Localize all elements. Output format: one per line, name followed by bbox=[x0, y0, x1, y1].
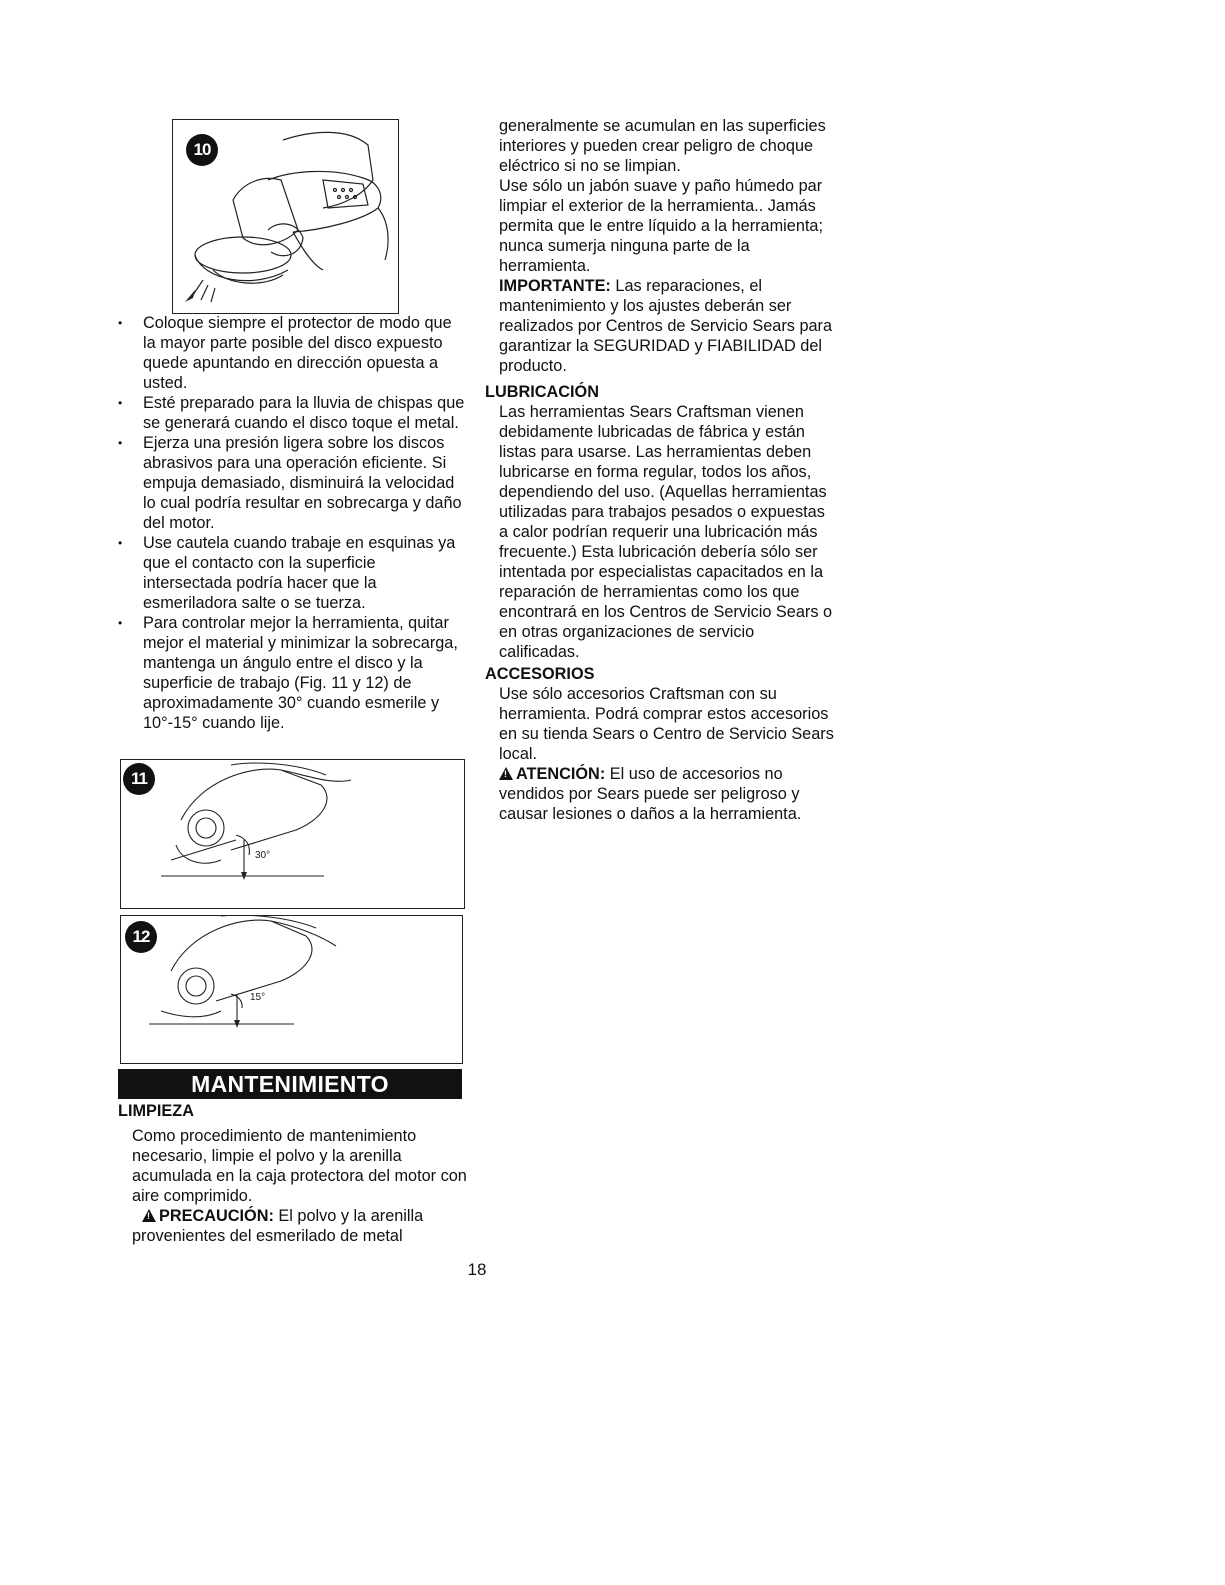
warning-triangle-icon bbox=[499, 767, 513, 780]
sanding-angle-illustration-12 bbox=[121, 916, 462, 1063]
caution-paragraph bbox=[118, 1206, 468, 1246]
caution-text: El polvo y la arenilla provenientes del esmerilado de metal bbox=[132, 1207, 424, 1245]
important-paragraph bbox=[485, 276, 835, 376]
angle-label-15: 15° bbox=[250, 992, 266, 1003]
figure-10 bbox=[172, 119, 399, 314]
cleaning-continuation: generalmente se acumulan en las superficies interiores y pueden crear peligro de choque eléctrico si no se limpian. bbox=[499, 117, 826, 175]
grinding-angle-illustration-11 bbox=[121, 760, 464, 908]
accessories-text: Use sólo accesorios Craftsman con su herramienta. Podrá comprar estos accesorios en su tienda Sears o Centro de Servicio Sears local. bbox=[499, 685, 834, 763]
figure-11-badge: 11 bbox=[123, 763, 155, 795]
angle-label-30: 30° bbox=[255, 850, 271, 861]
important-text: Las reparaciones, el mantenimiento y los ajustes deberán ser realizados por Centros de Servicio Sears para garantizar la SEGURIDAD y FIABILIDAD del producto. bbox=[499, 277, 833, 375]
cleaning-section bbox=[118, 1101, 468, 1246]
figure-10-badge: 10 bbox=[186, 134, 218, 166]
right-column bbox=[485, 116, 835, 824]
page-number: 18 bbox=[467, 1260, 487, 1279]
bullet-item: • Esté preparado para la lluvia de chispas que se generará cuando el disco toque el metal. bbox=[118, 393, 468, 433]
important-label: IMPORTANTE: bbox=[499, 277, 611, 295]
figure-11 bbox=[120, 759, 465, 909]
bullet-item: • Ejerza una presión ligera sobre los discos abrasivos para una operación eficiente. Si empuja demasiado, disminuirá la velocidad lo cual podría resultar en sobrecarga y daño del motor. bbox=[118, 433, 468, 533]
soap-instructions: Use sólo un jabón suave y paño húmedo par limpiar el exterior de la herramienta.. Jamás permita que le entre líquido a la herramienta; nunca sumerja ninguna parte de la herramienta. bbox=[499, 177, 824, 275]
bullet-item: • Para controlar mejor la herramienta, quitar mejor el material y minimizar la sobrecarga, mantenga un ángulo entre el disco y la superficie de trabajo (Fig. 11 y 12) de aproximadamente 30° cuando esmerile y 10°-15° cuando lije. bbox=[118, 613, 468, 733]
figure-12-badge: 12 bbox=[125, 921, 157, 953]
bullet-item: • Coloque siempre el protector de modo que la mayor parte posible del disco expuesto quede apuntando en dirección opuesta a usted. bbox=[118, 313, 468, 393]
warning-triangle-icon bbox=[142, 1209, 156, 1222]
safety-bullet-list bbox=[118, 313, 468, 733]
cleaning-text: Como procedimiento de mantenimiento necesario, limpie el polvo y la arenilla acumulada en la caja protectora del motor con aire comprimido. bbox=[132, 1127, 467, 1205]
lubrication-text: Las herramientas Sears Craftsman vienen debidamente lubricadas de fábrica y están listas para usarse. Las herramientas deben lubricarse en forma regular, todos los años, dependiendo del uso. (Aquellas herramientas utilizadas para trabajos pesados o expuestas a calor podrían requerir una lubricación más frecuente.) Esta lubricación debería sólo ser intentada por especialistas capacitados en la reparación de herramientas como los que encontrará en los Centros de Servicio Sears o en otras organizaciones de servicio calificadas. bbox=[499, 403, 833, 661]
attention-text: El uso de accesorios no vendidos por Sears puede ser peligroso y causar lesiones o daños a la herramienta. bbox=[499, 765, 802, 823]
attention-label: ATENCIÓN: bbox=[516, 765, 606, 783]
figure-12 bbox=[120, 915, 463, 1064]
lubrication-heading: LUBRICACIÓN bbox=[485, 383, 599, 401]
bullet-item: • Use cautela cuando trabaje en esquinas ya que el contacto con la superficie intersectada podría hacer que la esmeriladora salte o se tuerza. bbox=[118, 533, 468, 613]
left-column bbox=[118, 313, 468, 733]
maintenance-banner: MANTENIMIENTO bbox=[118, 1069, 462, 1099]
caution-label: PRECAUCIÓN: bbox=[159, 1207, 274, 1225]
accessories-heading: ACCESORIOS bbox=[485, 665, 595, 683]
attention-paragraph bbox=[485, 764, 835, 824]
cleaning-heading: LIMPIEZA bbox=[118, 1102, 194, 1120]
